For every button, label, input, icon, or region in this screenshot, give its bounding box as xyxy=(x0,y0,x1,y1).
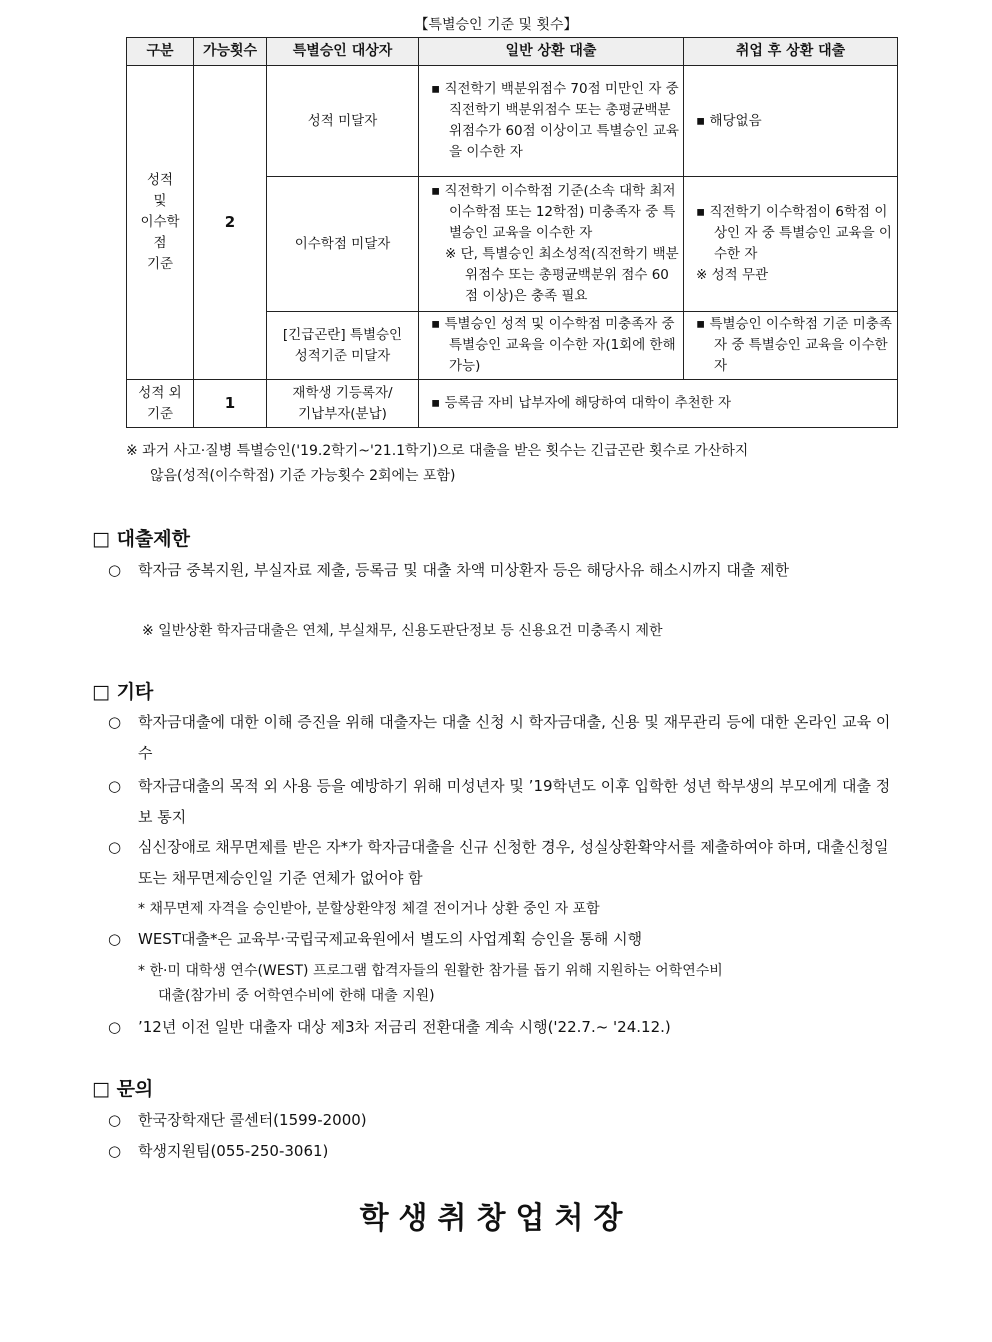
note-item: * 채무면제 자격을 승인받아, 분할상환약정 체결 전이거나 상환 중인 자 포함 xyxy=(138,901,600,917)
circle-bullet-icon: ○ xyxy=(108,777,122,795)
list-item: ○ 학자금대출의 목적 외 사용 등을 예방하기 위해 미성년자 및 ’19학년도 이후 입학한 성년 학부생의 부모에게 대출 정보 통지 xyxy=(108,771,904,833)
bullet-icon: ▪ xyxy=(696,316,706,332)
bullet-icon: ▪ xyxy=(431,316,441,332)
checkbox-square-icon: □ xyxy=(92,1078,110,1100)
merged-loan-cell xyxy=(419,380,898,428)
bullet-icon: ▪ xyxy=(431,81,441,97)
note-item: ※ 일반상환 학자금대출은 연체, 부실채무, 신용도판단정보 등 신용요건 미충족시 제한 xyxy=(142,623,663,639)
header-employment-loan: 취업 후 상환 대출 xyxy=(684,38,898,66)
issuer-title: 학생취창업처장 xyxy=(359,1201,633,1236)
table-header-row xyxy=(127,38,898,66)
circle-bullet-icon: ○ xyxy=(108,561,122,579)
list-item: ▪ 특별승인 성적 및 이수학점 미충족자 중 특별승인 교육을 이수한 자(1회에 한해 가능) xyxy=(431,316,676,374)
list-item: ▪ 직전학기 이수학점이 6학점 이상인 자 중 특별승인 교육을 이수한 자 xyxy=(696,204,892,262)
bullet-icon: ▪ xyxy=(696,112,706,129)
circle-bullet-icon: ○ xyxy=(108,1018,122,1036)
list-item: ○ 학자금대출에 대한 이해 증진을 위해 대출자는 대출 신청 시 학자금대출, 신용 및 재무관리 등에 대한 온라인 교육 이수 xyxy=(108,707,904,769)
circle-bullet-icon: ○ xyxy=(108,930,122,948)
checkbox-square-icon: □ xyxy=(92,528,110,550)
header-general-loan: 일반 상환 대출 xyxy=(419,38,684,66)
circle-bullet-icon: ○ xyxy=(108,838,122,856)
section-heading-limit: □ 대출제한 xyxy=(92,528,190,550)
list-item: ▪ 등록금 자비 납부자에 해당하여 대학이 추천한 자 xyxy=(431,395,732,411)
list-item: ○ 학생지원팀(055-250-3061) xyxy=(108,1136,904,1167)
checkbox-square-icon: □ xyxy=(92,681,110,703)
header-category: 구분 xyxy=(127,38,194,66)
list-item: ○ ’12년 이전 일반 대출자 대상 제3차 저금리 전환대출 계속 시행('22.7.~ '24.12.) xyxy=(108,1012,904,1043)
target-cell: 재학생 기등록자/ 기납부자(분납) xyxy=(267,380,419,428)
employment-cell xyxy=(684,312,898,380)
count-cell-grades: 2 xyxy=(194,66,267,380)
category-cell-other: 성적 외 기준 xyxy=(127,380,194,428)
table-footnote: ※ 과거 사고·질병 특별승인('19.2학기~'21.1학기)으로 대출을 받은 횟수는 긴급곤란 횟수로 가산하지 않음(성적(이수학점) 기준 가능횟수 2회에는 포함) xyxy=(126,443,749,484)
list-item: ○ 학자금 중복지원, 부실자료 제출, 등록금 및 대출 차액 미상환자 등은 해당사유 해소시까지 대출 제한 xyxy=(108,555,904,586)
list-item: ○ 심신장애로 채무면제를 받은 자*가 학자금대출을 신규 신청한 경우, 성실상환확약서를 제출하여야 하며, 대출신청일 또는 채무면제승인일 기준 연체가 없어야 함 xyxy=(108,832,904,894)
header-target: 특별승인 대상자 xyxy=(267,38,419,66)
bullet-icon: ▪ xyxy=(431,395,441,411)
bullet-icon: ▪ xyxy=(431,183,441,199)
employment-cell xyxy=(684,66,898,177)
target-cell: 성적 미달자 xyxy=(267,66,419,177)
count-cell-other: 1 xyxy=(194,380,267,428)
section-heading-inquiry: □ 문의 xyxy=(92,1078,154,1100)
section-heading-etc: □ 기타 xyxy=(92,681,154,703)
list-item: ▪ 해당없음 xyxy=(696,112,762,129)
list-item: ▪ 특별승인 이수학점 기준 미충족자 중 특별승인 교육을 이수한 자 xyxy=(696,316,892,374)
circle-bullet-icon: ○ xyxy=(108,1111,122,1129)
target-cell: [긴급곤란] 특별승인 성적기준 미달자 xyxy=(267,312,419,380)
table-row xyxy=(127,380,898,428)
circle-bullet-icon: ○ xyxy=(108,1142,122,1160)
target-cell: 이수학점 미달자 xyxy=(267,177,419,312)
table-caption: 【특별승인 기준 및 횟수】 xyxy=(414,17,578,33)
category-cell-grades: 성적 및 이수학 점 기준 xyxy=(127,66,194,380)
list-item: ○ WEST대출*은 교육부·국립국제교육원에서 별도의 사업계획 승인을 통해 시행 xyxy=(108,924,904,955)
note-item: * 한·미 대학생 연수(WEST) 프로그램 합격자들의 원활한 참가를 돕기 위해 지원하는 어학연수비 대출(참가비 중 어학연수비에 한해 대출 지원) xyxy=(138,963,723,1004)
list-item: ○ 한국장학재단 콜센터(1599-2000) xyxy=(108,1105,904,1136)
circle-bullet-icon: ○ xyxy=(108,713,122,731)
note-item: ※ 성적 무관 xyxy=(696,267,769,283)
list-item: ▪ 직전학기 이수학점 기준(소속 대학 최저이수학점 또는 12학점) 미충족자 중 특별승인 교육을 이수한 자 xyxy=(431,183,676,241)
table-row xyxy=(127,66,898,177)
bullet-icon: ▪ xyxy=(696,204,706,220)
note-item: ※ 단, 특별승인 최소성적(직전학기 백분위점수 또는 총평균백분위 점수 60점 이상)은 충족 필요 xyxy=(445,246,679,304)
general-cell xyxy=(419,177,684,312)
general-cell xyxy=(419,312,684,380)
employment-cell xyxy=(684,177,898,312)
list-item: ▪ 직전학기 백분위점수 70점 미만인 자 중 직전학기 백분위점수 또는 총평균백분위점수가 60점 이상이고 특별승인 교육을 이수한 자 xyxy=(431,81,679,160)
header-count: 가능횟수 xyxy=(194,38,267,66)
special-approval-table xyxy=(126,37,898,428)
general-cell xyxy=(419,66,684,177)
